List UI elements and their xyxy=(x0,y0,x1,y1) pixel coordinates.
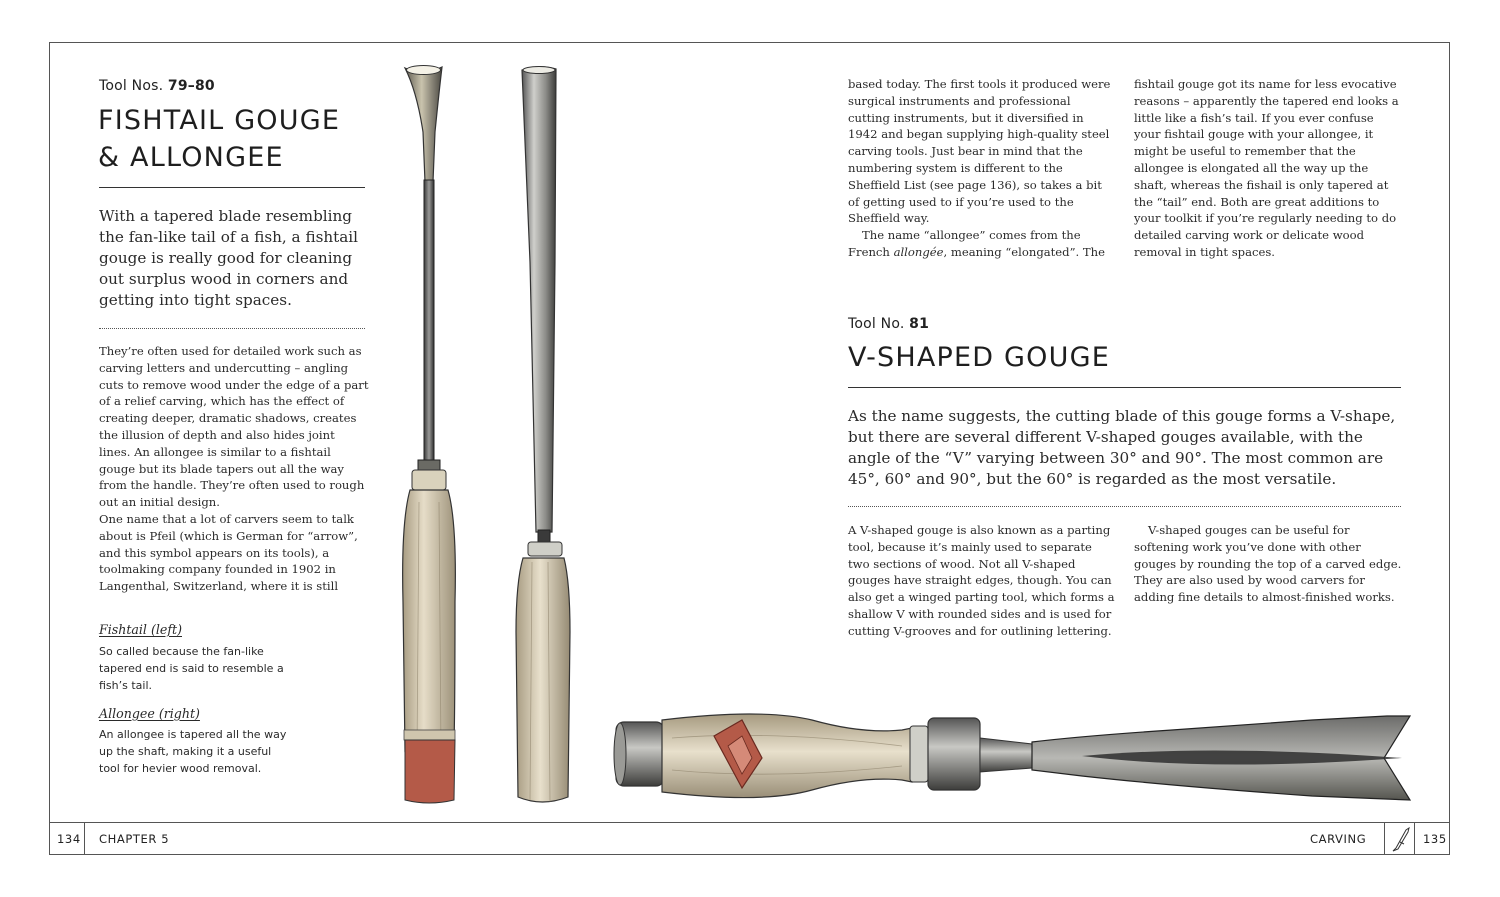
title-line-1: FISHTAIL GOUGE xyxy=(98,105,341,136)
kicker-prefix: Tool No. xyxy=(848,316,910,332)
right-page-number: 135 xyxy=(1423,832,1447,846)
dotted-divider xyxy=(99,328,365,329)
footer-divider-icon xyxy=(1384,822,1385,855)
kicker-prefix: Tool Nos. xyxy=(99,78,168,94)
footer-divider-right xyxy=(1414,822,1415,855)
caption-body: An allongee is tapered all the way up the shaft, making it a useful tool for hevier wood removal. xyxy=(99,728,287,775)
title-line-2: & ALLONGEE xyxy=(98,142,284,173)
body-paragraph: fishtail gouge got its name for less evocative reasons – apparently the tapered end looks a little like a fish’s tail. If you ever confuse your fishtail gouge with your allongee, it might be useful to remember that the allongee is elongated all the way up the shaft, whereas the fishail is only tapered at the “tail” end. Both are great additions to your toolkit if you’re regularly needing to do detailed carving work or delicate wood removal in tight spaces. xyxy=(1134,77,1399,259)
allongee-illustration xyxy=(512,62,584,810)
footer-rule xyxy=(49,822,1450,823)
fishtail-gouge-illustration xyxy=(395,62,465,810)
body-text-col2-bottom xyxy=(1134,522,1404,606)
tool-number-kicker xyxy=(848,316,929,332)
lead-paragraph: With a tapered blade resembling the fan-like tail of a fish, a fishtail gouge is really good for cleaning out surplus wood in corners and getting into tight spaces. xyxy=(99,207,359,309)
text-run: The name “allongee” comes from the French xyxy=(848,228,1081,259)
dotted-divider xyxy=(848,506,1401,507)
kicker-number: 79–80 xyxy=(167,78,215,94)
body-paragraph: They’re often used for detailed work such as carving letters and undercutting – angling cuts to remove wood under the edge of a part of a relief carving, which has the effect of creating deeper, dramatic shadows, creates the illusion of depth and also hides joint lines. An allongee is similar to a fishtail gouge but its blade tapers out all the way from the handle. They’re often used to rough out an initial design. xyxy=(99,344,369,510)
lead-paragraph: As the name suggests, the cutting blade of this gouge forms a V-shape, but there are several different V-shaped gouges available, with the angle of the “V” varying between 30° and 90°. The most common are 45°, 60° and 90°, but the 60° is regarded as the most versatile. xyxy=(848,407,1396,488)
section-title xyxy=(98,102,368,176)
chisel-icon xyxy=(1390,824,1412,854)
kicker-number: 81 xyxy=(909,316,930,332)
footer-divider-left xyxy=(84,822,85,855)
text-run: , meaning “elongated”. The xyxy=(943,244,1105,259)
body-paragraph xyxy=(848,227,1116,261)
caption-title: Allongee (right) xyxy=(99,706,200,721)
caption-title: Fishtail (left) xyxy=(99,622,182,637)
title-rule xyxy=(99,187,365,188)
section-title: V-SHAPED GOUGE xyxy=(848,342,1110,373)
title-rule xyxy=(848,387,1401,388)
body-text xyxy=(99,343,369,595)
italic-term: allongée xyxy=(893,244,944,259)
body-paragraph: V-shaped gouges can be useful for softening work you’ve done with other gouges by rounding the top of a carved edge. They are also used by wood carvers for adding fine details to almost-finished works. xyxy=(1134,523,1402,605)
caption-body: So called because the fan-like tapered end is said to resemble a fish’s tail. xyxy=(99,645,284,692)
tool-number-kicker xyxy=(99,78,215,94)
body-text-col1-top xyxy=(848,76,1116,261)
body-paragraph: One name that a lot of carvers seem to talk about is Pfeil (which is German for “arrow”, and this symbol appears on its tools), a toolmaking company founded in 1902 in Langenthal, Switzerland, where it is still xyxy=(99,511,358,594)
body-text-col1-bottom xyxy=(848,522,1116,640)
v-shaped-gouge-illustration xyxy=(612,708,1420,814)
right-running-head: CARVING xyxy=(1310,832,1367,846)
body-paragraph: A V-shaped gouge is also known as a parting tool, because it’s mainly used to separate two sections of wood. Not all V-shaped gouges have straight edges, though. You can also get a winged parting tool, which forms a shallow V with rounded sides and is used for cutting V-grooves and for outlining lettering. xyxy=(848,523,1115,638)
body-paragraph: based today. The first tools it produced were surgical instruments and professional cutting instruments, but it diversified in 1942 and began supplying high-quality steel carving tools. Just bear in mind that the numbering system is different to the Sheffield List (see page 136), so takes a bit of getting used to if you’re used to the Sheffield way. xyxy=(848,77,1111,226)
body-text-col2-top xyxy=(1134,76,1402,261)
left-page-number: 134 xyxy=(57,832,81,846)
left-running-head: CHAPTER 5 xyxy=(99,832,170,846)
